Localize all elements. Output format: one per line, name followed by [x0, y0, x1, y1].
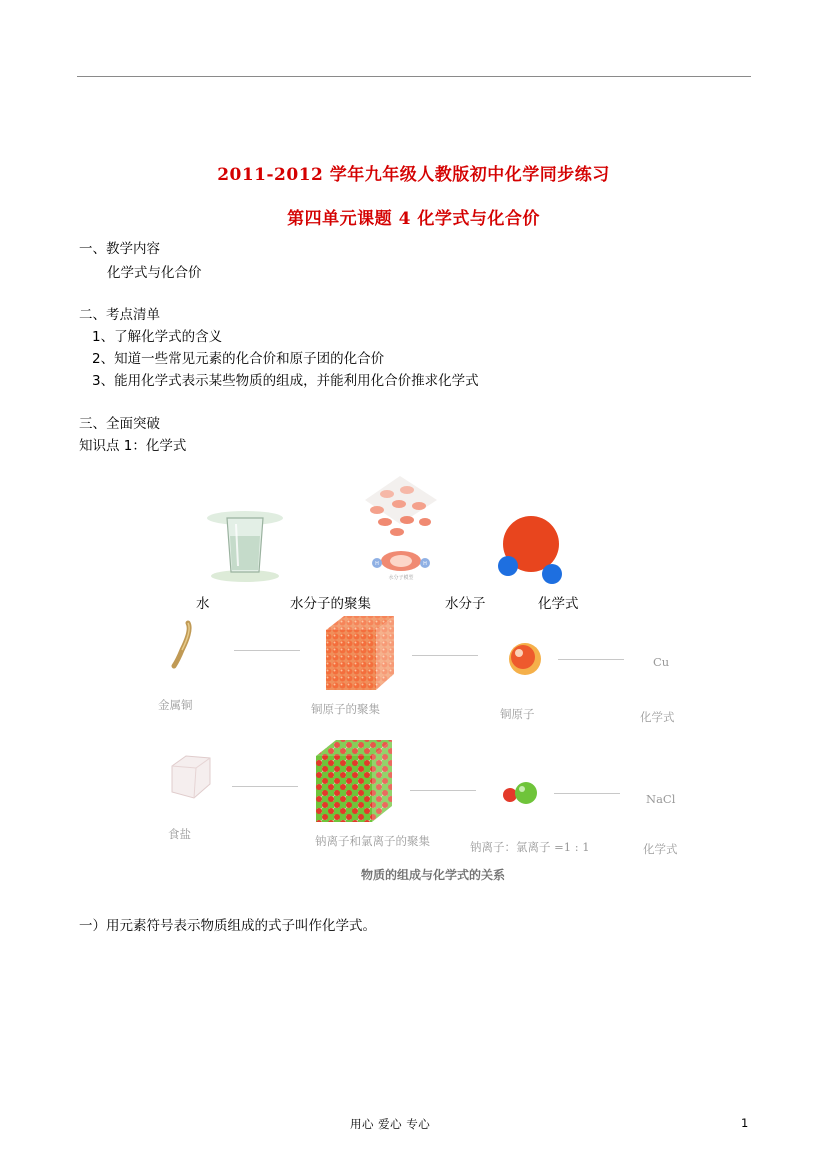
hydrogen-label: H	[375, 561, 379, 567]
water-molecule-image	[495, 516, 565, 588]
section2-item: 3、能用化学式表示某些物质的组成，并能利用化合价推求化学式	[92, 373, 479, 389]
section1-heading: 一、教学内容	[79, 241, 160, 257]
connector-line	[234, 650, 300, 651]
copper-atom-cluster-image	[318, 612, 398, 694]
molecule-model-caption: 水分子模型	[388, 575, 414, 581]
section2-heading: 二、考点清单	[79, 307, 160, 323]
label-formula: 化学式	[538, 596, 579, 612]
connector-line	[410, 790, 476, 791]
nacl-ion-cluster-image	[310, 736, 396, 826]
label-copper-metal: 金属铜	[158, 698, 193, 712]
label-salt: 食盐	[168, 827, 191, 841]
formula-cu: Cu	[653, 655, 670, 669]
connector-line	[412, 655, 478, 656]
definition-text: 一）用元素符号表示物质组成的式子叫作化学式。	[79, 918, 376, 934]
footer-text: 用心 爱心 专心	[350, 1117, 431, 1131]
header-rule	[77, 76, 751, 77]
connector-line	[558, 659, 624, 660]
label-formula: 化学式	[640, 710, 675, 724]
hydrogen-label: H	[423, 561, 427, 567]
nacl-ion-pair-image	[500, 780, 540, 808]
page-number: 1	[741, 1116, 749, 1130]
water-molecule-cluster-image	[355, 466, 445, 584]
figure-caption: 物质的组成与化学式的关系	[361, 868, 506, 882]
label-formula: 化学式	[643, 842, 678, 856]
section2-item: 2、知道一些常见元素的化合价和原子团的化合价	[92, 351, 385, 367]
section3-heading: 三、全面突破	[79, 416, 160, 432]
section2-item: 1、了解化学式的含义	[92, 329, 223, 345]
label-copper-cluster: 铜原子的聚集	[311, 702, 380, 716]
copper-wire-image	[168, 620, 198, 670]
water-glass-image	[205, 506, 285, 584]
label-ion-ratio: 钠离子：氯离子 =1 : 1	[470, 840, 590, 854]
label-water-cluster: 水分子的聚集	[290, 596, 371, 612]
page-title: 2011-2012 学年九年级人教版初中化学同步练习	[217, 165, 610, 185]
knowledge-point-title: 知识点 1：化学式	[79, 438, 187, 454]
salt-crystal-image	[166, 752, 216, 802]
page-subtitle: 第四单元课题 4 化学式与化合价	[287, 209, 540, 229]
formula-nacl: NaCl	[646, 792, 676, 806]
copper-atom-image	[506, 640, 544, 678]
connector-line	[232, 786, 298, 787]
label-copper-atom: 铜原子	[500, 707, 535, 721]
label-water: 水	[196, 596, 210, 612]
connector-line	[554, 793, 620, 794]
label-water-molecule: 水分子	[445, 596, 486, 612]
section1-content: 化学式与化合价	[107, 265, 202, 281]
label-nacl-cluster: 钠离子和氯离子的聚集	[315, 834, 430, 848]
